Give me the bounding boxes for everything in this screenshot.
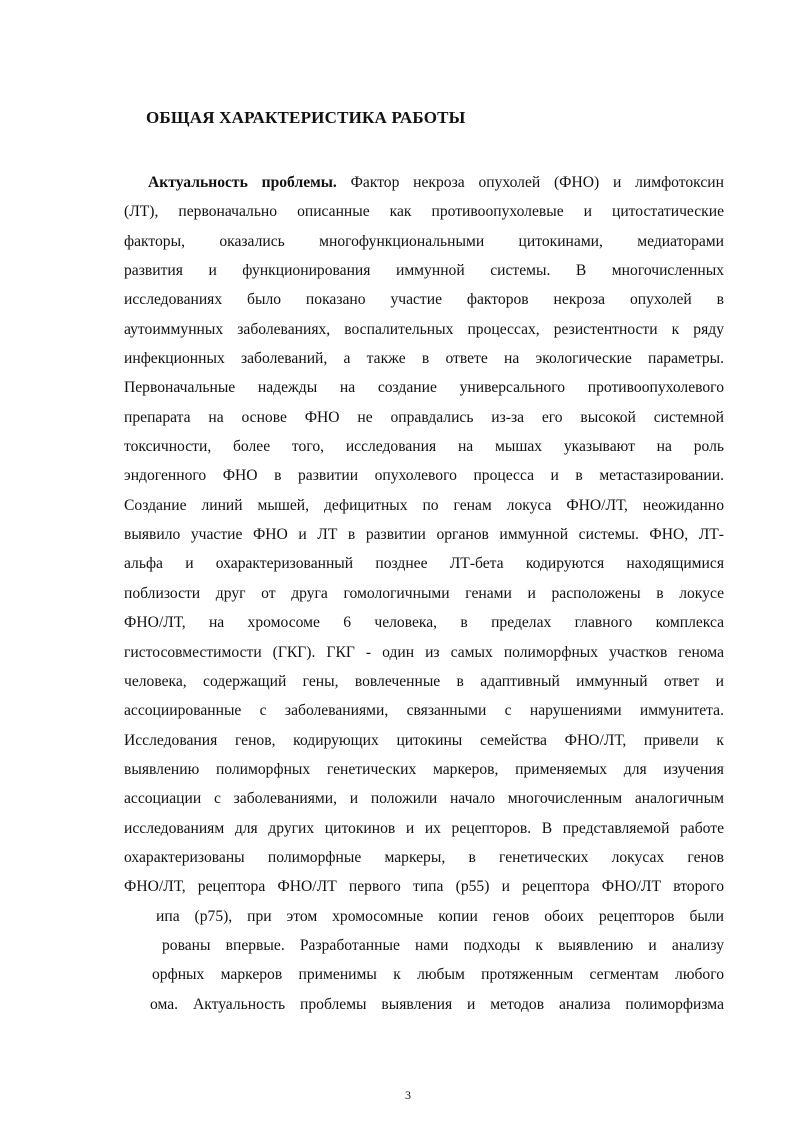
- text-line: развития и функционирования иммунной системы. В многочисленных: [124, 262, 724, 280]
- text-line: Исследования генов, кодирующих цитокины семейства ФНО/ЛТ, привели к: [124, 731, 724, 749]
- text-line: рованы впервые. Разработанные нами подходы к выявлению и анализу: [162, 936, 724, 954]
- text-line: орфных маркеров применимы к любым протяженным сегментам любого: [152, 966, 724, 984]
- text-line: ипа (p75), при этом хромосомные копии генов обоих рецепторов были: [156, 907, 724, 925]
- text-line: ассоциации с заболеваниями, и положили начало многочисленным аналогичным: [124, 790, 724, 808]
- text-line: выявило участие ФНО и ЛТ в развитии органов иммунной системы. ФНО, ЛТ-: [124, 526, 724, 544]
- text-line: Первоначальные надежды на создание универсального противоопухолевого: [124, 379, 724, 397]
- text-line: (ЛТ), первоначально описанные как противоопухолевые и цитостатические: [124, 203, 724, 221]
- text-line: ассоциированные с заболеваниями, связанными с нарушениями иммунитета.: [124, 702, 724, 720]
- text-line: исследованиях было показано участие факторов некроза опухолей в: [124, 291, 724, 309]
- text-line: эндогенного ФНО в развитии опухолевого процесса и в метастазировании.: [124, 467, 724, 485]
- text-line: факторы, оказались многофункциональными цитокинами, медиаторами: [124, 232, 724, 250]
- lead-phrase: Актуальность проблемы.: [148, 174, 337, 191]
- text-line: поблизости друг от друга гомологичными генами и расположены в локусе: [124, 584, 724, 602]
- text-line-content: Фактор некроза опухолей (ФНО) и лимфотоксин: [336, 174, 724, 191]
- text-line: инфекционных заболеваний, а также в ответе на экологические параметры.: [124, 350, 724, 368]
- text-line: ФНО/ЛТ, рецептора ФНО/ЛТ первого типа (p55) и рецептора ФНО/ЛТ второго: [124, 878, 724, 896]
- text-line: альфа и охарактеризованный позднее ЛТ-бета кодируются находящимися: [124, 555, 724, 573]
- page-number: 3: [405, 1088, 411, 1102]
- body-paragraph: [124, 168, 724, 1019]
- text-line: Создание линий мышей, дефицитных по генам локуса ФНО/ЛТ, неожиданно: [124, 496, 724, 514]
- text-line: гистосовместимости (ГКГ). ГКГ - один из самых полиморфных участков генома: [124, 643, 724, 661]
- text-line: исследованиям для других цитокинов и их рецепторов. В представляемой работе: [124, 819, 724, 837]
- text-line: препарата на основе ФНО не оправдались из-за его высокой системной: [124, 408, 724, 426]
- text-line: ома. Актуальность проблемы выявления и методов анализа полиморфизма: [150, 995, 724, 1013]
- text-line: выявлению полиморфных генетических маркеров, применяемых для изучения: [124, 760, 724, 778]
- text-line: токсичности, более того, исследования на мышах указывают на роль: [124, 438, 724, 456]
- section-heading: ОБЩАЯ ХАРАКТЕРИСТИКА РАБОТЫ: [146, 108, 466, 127]
- text-line: ФНО/ЛТ, на хромосоме 6 человека, в пределах главного комплекса: [124, 614, 724, 632]
- text-line: [124, 168, 724, 197]
- text-line: охарактеризованы полиморфные маркеры, в генетических локусах генов: [124, 848, 724, 866]
- text-line: аутоиммунных заболеваниях, воспалительных процессах, резистентности к ряду: [124, 320, 724, 338]
- text-line: человека, содержащий гены, вовлеченные в адаптивный иммунный ответ и: [124, 672, 724, 690]
